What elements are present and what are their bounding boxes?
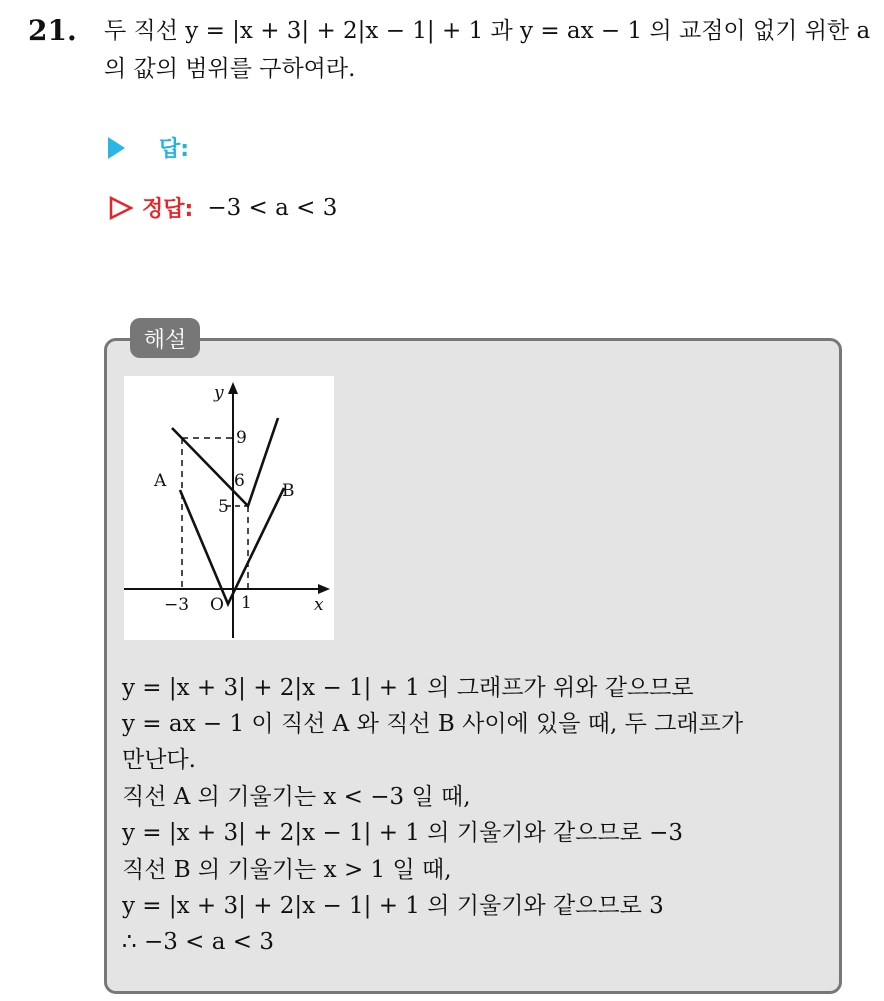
correct-answer-value: −3 < a < 3 [207, 194, 338, 221]
graph-y-label: y [214, 383, 224, 403]
play-arrow-icon [108, 137, 125, 159]
graph-tick-9: 9 [236, 428, 247, 448]
graph-x-label: x [314, 595, 324, 615]
graph-origin-label: O [210, 595, 224, 615]
graph-line-a-label: A [154, 471, 167, 491]
question-text-line-2: 의 값의 범위를 구하여라. [104, 56, 356, 82]
solution-line-4: 직선 A 의 기울기는 x < −3 일 때, [122, 784, 471, 810]
graph-tick-6: 6 [234, 471, 245, 491]
solution-tag: 해설 [130, 318, 200, 358]
solution-line-2: y = ax − 1 이 직선 A 와 직선 B 사이에 있을 때, 두 그래프가 [122, 711, 744, 737]
solution-line-8: ∴ −3 < a < 3 [122, 929, 274, 955]
solution-graph [124, 376, 334, 640]
solution-line-5: y = |x + 3| + 2|x − 1| + 1 의 기울기와 같으므로 −3 [122, 820, 684, 846]
answer-row [108, 132, 189, 163]
solution-line-6: 직선 B 의 기울기는 x > 1 일 때, [122, 857, 452, 883]
solution-line-1: y = |x + 3| + 2|x − 1| + 1 의 그래프가 위와 같으므로 [122, 675, 694, 701]
correct-answer-label: 정답: [142, 197, 194, 222]
answer-label: 답: [159, 137, 190, 162]
graph-line-b-label: B [282, 481, 295, 501]
question-text-line-1: 두 직선 y = |x + 3| + 2|x − 1| + 1 과 y = ax − 1 의 교점이 없기 위한 a [104, 18, 871, 44]
solution-line-3: 만난다. [122, 747, 196, 773]
outline-arrow-icon [108, 195, 134, 221]
question-number: 21. [28, 14, 77, 47]
solution-line-7: y = |x + 3| + 2|x − 1| + 1 의 기울기와 같으므로 3 [122, 893, 664, 919]
graph-tick-1: 1 [241, 593, 252, 613]
graph-tick-neg3: −3 [164, 595, 190, 615]
graph-tick-5: 5 [218, 497, 229, 517]
correct-answer-row [108, 192, 337, 223]
